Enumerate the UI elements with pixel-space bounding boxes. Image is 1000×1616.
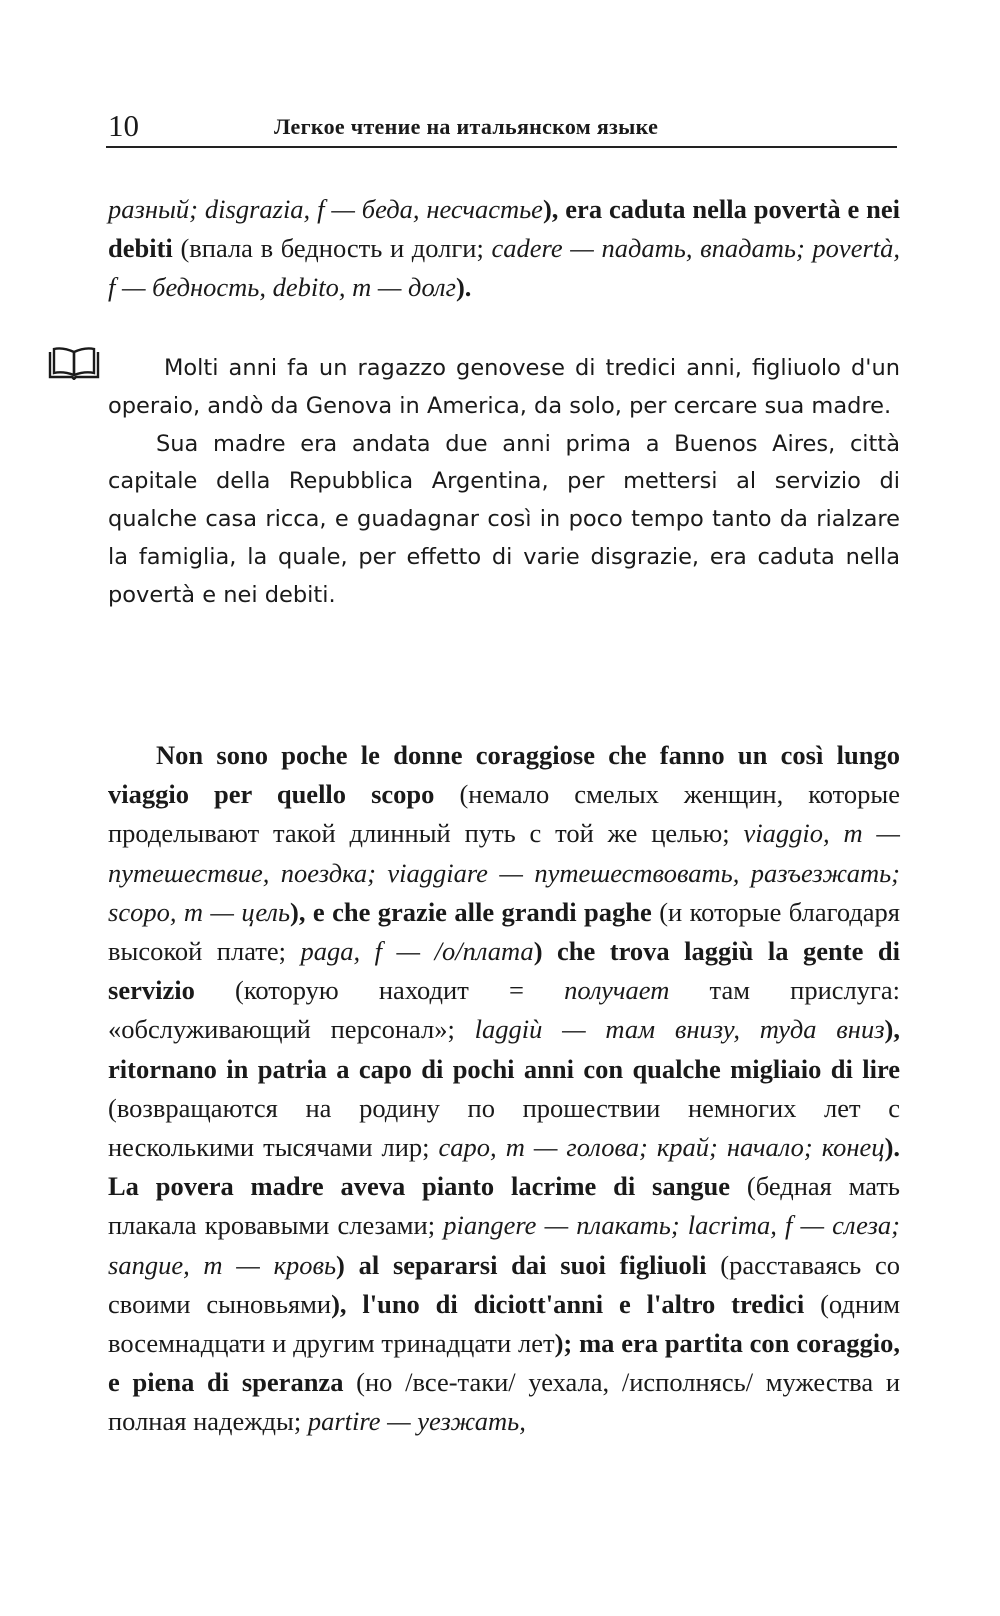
commentary-segment: (но /все-таки/ уехала, /исполнясь/ мужества и полная надежды; bbox=[108, 1367, 901, 1437]
commentary-segment: (бедная мать плакала кровавыми слезами; bbox=[108, 1171, 900, 1241]
commentary-segment: получает bbox=[564, 975, 670, 1006]
original-paragraph-1: Molti anni fa un ragazzo genovese di tredici anni, figliuolo d'un operaio, andò da Genova in America, da solo, per cercare sua madre. bbox=[108, 355, 900, 419]
original-paragraph-2: Sua madre era andata due anni prima a Buenos Aires, città capitale della Repubblica Argentina, per mettersi al servizio di qualche casa ricca, e guadagnar così in poco tempo tanto da rialzare la famiglia, la quale, per effetto di varie disgrazie, era caduta nella povertà e nei debiti. bbox=[108, 430, 900, 608]
commentary-segment: piangere — плакать; lacrima, f — слеза; sangue, m — кровь bbox=[108, 1210, 900, 1280]
commentary-segment: laggiù — там внизу, туда вниз bbox=[474, 1014, 885, 1045]
commentary-segment: ) che trova laggiù la gente di servizio bbox=[108, 936, 900, 1006]
commentary-segment: (одним восемнадцати и другим тринадцати лет bbox=[108, 1288, 900, 1359]
commentary-segment: ); ma era partita con coraggio, e piena di speranza bbox=[108, 1328, 900, 1398]
commentary-segment: ), bbox=[542, 194, 566, 224]
commentary-segment: ). La povera madre aveva pianto lacrime di sangue bbox=[108, 1132, 901, 1202]
commentary-segment: (которую находит = bbox=[194, 975, 565, 1006]
commentary-segment: (впала в бедность и долги; bbox=[172, 233, 492, 264]
commentary-segment: cadere — падать, впадать; povertà, f — бедность, debito, m — долг bbox=[108, 233, 901, 303]
commentary-segment: capo, m — голова; край; начало; конец bbox=[438, 1132, 885, 1163]
commentary-segment: (немало смелых женщин, которые проделывают такой длинный путь с той же целью; bbox=[108, 779, 900, 849]
commentary-segment: ), e che grazie alle grandi paghe bbox=[290, 896, 652, 927]
commentary-segment: ) al separarsi dai suoi figliuoli bbox=[336, 1249, 707, 1280]
commentary-segment: (и которые благодаря высокой плате; bbox=[108, 896, 900, 967]
commentary-segment: там прислуга: «обслуживающий персонал»; bbox=[108, 975, 901, 1045]
commentary-segment: разный; disgrazia, f — беда, несчастье bbox=[108, 194, 543, 224]
commentary-segment: ), l'uno di diciott'anni e l'altro tredici bbox=[331, 1288, 805, 1319]
commentary-segment: (расставаясь со своими сыновьями bbox=[108, 1249, 900, 1319]
running-title: Легкое чтение на итальянском языке bbox=[274, 114, 659, 139]
commentary-segment: paga, f — /о/плата bbox=[300, 936, 534, 967]
commentary-segment: partire — уезжать, bbox=[307, 1406, 526, 1437]
commentary-segment: era caduta nella povertà e nei debiti bbox=[108, 194, 901, 264]
commentary-segment: Non sono poche le donne coraggiose che fanno un così lungo viaggio per quello scopo bbox=[108, 740, 900, 810]
commentary-segment: (возвращаются на родину по прошествии немногих лет с несколькими тысячами лир; bbox=[108, 1092, 900, 1163]
original-text-block bbox=[108, 350, 900, 615]
commentary-paragraph bbox=[108, 736, 900, 1442]
open-book-icon bbox=[48, 346, 100, 380]
commentary-segment: ). bbox=[455, 272, 472, 303]
page-header bbox=[106, 104, 897, 148]
commentary-segment: viaggio, m — путешествие, поездка; viaggiare — путешествовать, разъезжать; scopo, m — цель bbox=[108, 818, 900, 927]
commentary-paragraph bbox=[108, 190, 900, 308]
page-number: 10 bbox=[108, 108, 139, 143]
commentary-block-lower bbox=[108, 736, 900, 1442]
commentary-segment: ), ritornano in patria a capo di pochi anni con qualche migliaio di lire bbox=[108, 1014, 900, 1084]
commentary-block-top bbox=[108, 190, 900, 308]
